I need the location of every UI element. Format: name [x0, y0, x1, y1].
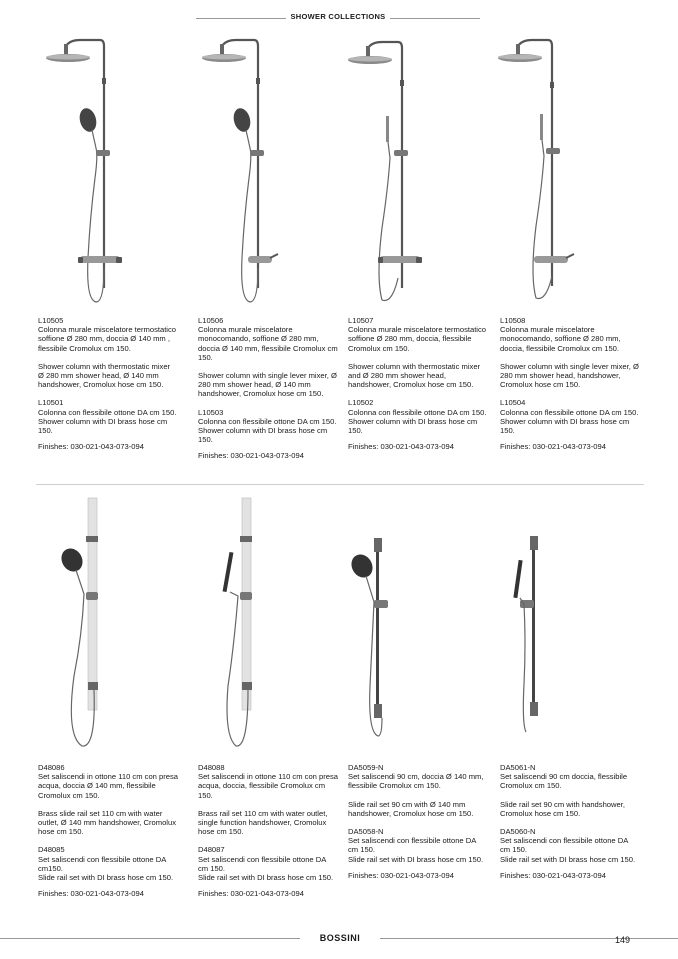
product-finishes: Finishes: 030-021-043-073-094 — [348, 870, 454, 880]
product-desc-en-alt: Shower column with DI brass hose cm 150. — [198, 426, 328, 445]
product-finishes: Finishes: 030-021-043-073-094 — [500, 442, 606, 452]
product-desc-it: Set saliscendi in ottone 110 cm con presa acqua, doccia, flessibile Cromolux cm 150. — [198, 772, 339, 800]
product-card-4 — [500, 316, 640, 451]
product-desc-en-alt: Shower column with DI brass hose cm 150. — [38, 416, 168, 436]
product-desc-en-alt: Slide rail set with DI brass hose cm 150. — [348, 854, 484, 864]
shower-column-image-4 — [492, 36, 592, 306]
footer-rule-right — [380, 938, 678, 939]
shower-column-image-3 — [342, 38, 442, 308]
product-code: L10507 — [348, 316, 374, 325]
slide-rail-image-3 — [346, 536, 406, 746]
product-finishes: Finishes: 030-021-043-073-094 — [198, 889, 304, 899]
page-number: 149 — [614, 935, 630, 945]
product-card-8 — [500, 763, 640, 880]
product-code-alt: L10504 — [500, 398, 526, 408]
product-code-alt: D48085 — [38, 845, 65, 855]
product-desc-it-alt: Colonna con flessibile ottone DA cm 150. — [348, 407, 487, 417]
product-card-3 — [348, 316, 488, 451]
product-desc-en: Brass rail set 110 cm with water outlet, single function handshower, Cromolux hose cm 150. — [198, 808, 328, 837]
slide-rail-image-1 — [52, 496, 122, 756]
product-code: L10505 — [38, 316, 64, 325]
product-desc-it-alt: Set saliscendi con flessibile ottone DA cm150. — [38, 854, 166, 873]
product-code-alt: D48087 — [198, 845, 225, 855]
product-finishes: Finishes: 030-021-043-073-094 — [38, 889, 144, 899]
product-desc-en: Shower column with thermostatic mixer Ø 280 mm shower head, Ø 140 mm handshower, Cromolux hose cm 150. — [38, 361, 171, 390]
slide-rail-image-2 — [214, 496, 284, 756]
product-desc-it: Colonna murale miscelatore termostatico soffione Ø 280 mm, doccia Ø 140 mm , flessibile Cromolux cm 150. — [38, 325, 177, 353]
header-rule-right — [390, 18, 480, 19]
product-code: L10508 — [500, 316, 526, 325]
product-code-alt: DA5058-N — [348, 827, 384, 837]
product-desc-it-alt: Set saliscendi con flessibile ottone DA cm 150. — [348, 836, 476, 855]
product-desc-it: Set saliscendi 90 cm doccia, flessibile Cromolux cm 150. — [500, 772, 628, 791]
product-desc-en-alt: Slide rail set with DI brass hose cm 150. — [38, 873, 174, 883]
product-code-alt: DA5060-N — [500, 827, 536, 837]
product-code-alt: L10502 — [348, 398, 374, 408]
product-desc-it-alt: Set saliscendi con flessibile ottone DA cm 150. — [500, 836, 628, 855]
slide-rail-image-4 — [506, 534, 566, 744]
product-code: L10506 — [198, 316, 224, 325]
brand-logo: BOSSINI — [319, 933, 361, 943]
product-desc-en: Slide rail set 90 cm with handshower, Cromolux hose cm 150. — [500, 799, 625, 818]
product-card-7 — [348, 763, 488, 880]
product-desc-it: Colonna murale miscelatore monocomando, soffione Ø 280 mm, doccia Ø 140 mm, flessibile Cromolux cm 150. — [198, 325, 338, 362]
section-title: SHOWER COLLECTIONS — [290, 12, 386, 21]
product-card-2 — [198, 316, 338, 461]
shower-column-image-2 — [196, 38, 296, 308]
product-card-5 — [38, 763, 178, 898]
page-header — [0, 12, 678, 24]
product-finishes: Finishes: 030-021-043-073-094 — [38, 442, 144, 452]
product-desc-it: Colonna murale miscelatore monocomando, soffione Ø 280 mm, doccia, flessibile Cromolux cm 150. — [500, 325, 621, 353]
product-desc-it: Set saliscendi 90 cm, doccia Ø 140 mm, flessibile Cromolux cm 150. — [348, 772, 484, 791]
product-code: DA5059-N — [348, 763, 384, 772]
product-desc-en-alt: Slide rail set with DI brass hose cm 150. — [198, 873, 334, 883]
product-desc-it: Colonna murale miscelatore termostatico soffione Ø 280 mm, doccia, flessibile Cromolux cm 150. — [348, 325, 487, 353]
product-code-alt: L10501 — [38, 398, 64, 408]
header-rule-left — [196, 18, 286, 19]
product-desc-it-alt: Colonna con flessibile ottone DA cm 150. — [198, 416, 337, 426]
product-desc-en: Slide rail set 90 cm with Ø 140 mm handshower, Cromolux hose cm 150. — [348, 799, 474, 818]
product-desc-en-alt: Shower column with DI brass hose cm 150. — [348, 416, 478, 436]
product-desc-en: Shower column with single lever mixer, Ø 280 mm shower head, Ø 140 mm handshower, Cromolux hose cm 150. — [198, 371, 337, 399]
product-desc-it-alt: Colonna con flessibile ottone DA cm 150. — [38, 407, 177, 417]
product-desc-it-alt: Set saliscendi con flessibile ottone DA cm 150. — [198, 854, 326, 873]
product-finishes: Finishes: 030-021-043-073-094 — [500, 870, 606, 880]
product-card-6 — [198, 763, 338, 898]
product-code: DA5061-N — [500, 763, 536, 772]
product-desc-it: Set saliscendi in ottone 110 cm con presa acqua, doccia Ø 140 mm, flessibile Cromolux cm 150. — [38, 772, 179, 800]
shower-column-image-1 — [40, 38, 140, 308]
product-code-alt: L10503 — [198, 407, 224, 417]
product-desc-en-alt: Shower column with DI brass hose cm 150. — [500, 416, 630, 436]
product-desc-en: Shower column with thermostatic mixer and Ø 280 mm shower head, handshower, Cromolux hose cm 150. — [348, 361, 481, 390]
product-desc-en: Brass slide rail set 110 cm with water outlet, Ø 140 mm handshower, Cromolux hose cm 150. — [38, 808, 177, 837]
product-desc-en: Shower column with single lever mixer, Ø 280 mm shower head, handshower, Cromolux hose cm 150. — [500, 361, 639, 390]
product-desc-it-alt: Colonna con flessibile ottone DA cm 150. — [500, 407, 639, 417]
product-code: D48088 — [198, 763, 225, 772]
page-footer — [0, 933, 678, 945]
product-finishes: Finishes: 030-021-043-073-094 — [198, 451, 304, 461]
footer-rule-left — [0, 938, 300, 939]
row-divider — [36, 484, 644, 485]
product-finishes: Finishes: 030-021-043-073-094 — [348, 442, 454, 452]
product-code: D48086 — [38, 763, 65, 772]
product-card-1 — [38, 316, 178, 451]
product-desc-en-alt: Slide rail set with DI brass hose cm 150. — [500, 854, 636, 864]
